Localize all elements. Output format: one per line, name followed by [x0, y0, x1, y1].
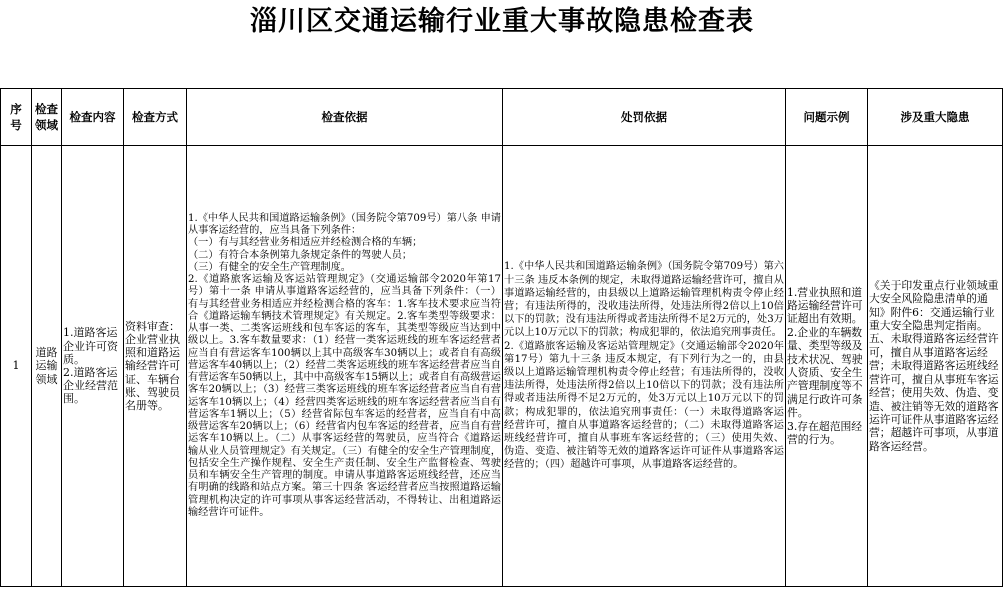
- header-basis: 检查依据: [187, 89, 503, 146]
- header-method: 检查方式: [124, 89, 187, 146]
- table-row: [1, 146, 1003, 587]
- row-basis: 1.《中华人民共和国道路运输条例》（国务院令第709号）第八条 申请从事客运经营的，应当具备下列条件： （一）有与其经营业务相适应并经检测合格的车辆； （二）有符合本条例第九条规定条件的驾驶人员； （三）有健全的安全生产管理制度。 2.《道路旅客运输及客运站管理规定》（交通运输部令2020年第17号）第十一条 申请从事道路客运经营的，应当具备下列条件：（一）有与其经营业务相适应并经检测合格的客车：1.客车技术要求应当符合《道路运输车辆技术管理规定》有关规定。2.客车类型等级要求：从事一类、二类客运班线和包车客运的客车，其类型等级应当达到中级以上。3.客车数量要求：（1）经营一类客运班线的班车客运经营者应当自有营运客车100辆以上其中高级客车30辆以上；或者自有高级营运客车40辆以上；（2）经营二类客运班线的班车客运经营者应当自有营运客车50辆以上，其中中高级客车15辆以上；或者自有高级营运客车20辆以上；（3）经营三类客运班线的班车客运经营者应当自有营运客车10辆以上；（4）经营四类客运班线的班车客运经营者应当自有营运客车1辆以上；（5）经营省际包车客运的经营者，应当自有中高级营运客车20辆以上；（6）经营省内包车客运的经营者，应当自有营运客车10辆以上。（二）从事客运经营的驾驶员，应当符合《道路运输从业人员管理规定》有关规定。（三）有健全的安全生产管理制度，包括安全生产操作规程、安全生产责任制、安全生产监督检查、驾驶员和车辆安全生产管理的制度。申请从事道路客运班线经营，还应当有明确的线路和站点方案。第三十四条 客运经营者应当按照道路运输管理机构决定的许可事项从事客运经营活动，不得转让、出租道路运输经营许可证件。: [187, 146, 503, 587]
- page-title: 淄川区交通运输行业重大事故隐患检查表: [250, 6, 754, 37]
- header-example: 问题示例: [786, 89, 868, 146]
- row-field: 道路 运输 领域: [32, 146, 62, 587]
- row-major: 《关于印发重点行业领域重大安全风险隐患清单的通知》附件6：交通运输行业重大安全隐患判定指南。五、未取得道路客运经营许可，擅自从事道路客运经营；未取得道路客运班线经营许可，擅自从事班车客运经营；使用失效、伪造、变造、被注销等无效的道路客运许可证件从事道路客运经营；超越许可事项，从事道路客运经营。: [868, 146, 1003, 587]
- hazard-checklist-table: [0, 88, 1003, 587]
- row-penalty: 1.《中华人民共和国道路运输条例》（国务院令第709号）第六十三条 违反本条例的规定，未取得道路运输经营许可，擅自从事道路运输经营的，由县级以上道路运输管理机构责令停止经营；有违法所得的，没收违法所得，处违法所得2倍以上10倍以下的罚款；没有违法所得或者违法所得不足2万元的，处3万元以上10万元以下的罚款；构成犯罪的，依法追究刑事责任。 2.《道路旅客运输及客运站管理规定》（交通运输部令2020年第17号）第九十三条 违反本规定，有下列行为之一的，由县级以上道路运输管理机构责令停止经营；有违法所得的，没收违法所得，处违法所得2倍以上10倍以下的罚款；没有违法所得或者违法所得不足2万元的，处3万元以上10万元以下的罚款；构成犯罪的，依法追究刑事责任：（一）未取得道路客运经营许可，擅自从事道路客运经营的；（二）未取得道路客运班线经营许可，擅自从事班车客运经营的；（三）使用失效、伪造、变造、被注销等无效的道路客运许可证件从事道路客运经营的；（四）超越许可事项，从事道路客运经营的。: [503, 146, 786, 587]
- header-row: [1, 89, 1003, 146]
- header-num: 序 号: [1, 89, 32, 146]
- header-content: 检查内容: [62, 89, 124, 146]
- header-major: 涉及重大隐患: [868, 89, 1003, 146]
- row-content: 1.道路客运企业许可资质。 2.道路客运企业经营范围。: [62, 146, 124, 587]
- row-method: 资料审查：企业营业执照和道路运输经营许可证、车辆台账、驾驶员名册等。: [124, 146, 187, 587]
- header-penalty: 处罚依据: [503, 89, 786, 146]
- header-field: 检查 领域: [32, 89, 62, 146]
- row-example: 1.营业执照和道路运输经营许可证超出有效期。 2.企业的车辆数量、类型等级及技术状况、驾驶人资质、安全生产管理制度等不满足行政许可条件。 3.存在超范围经营的行为。: [786, 146, 868, 587]
- row-num: 1: [1, 146, 32, 587]
